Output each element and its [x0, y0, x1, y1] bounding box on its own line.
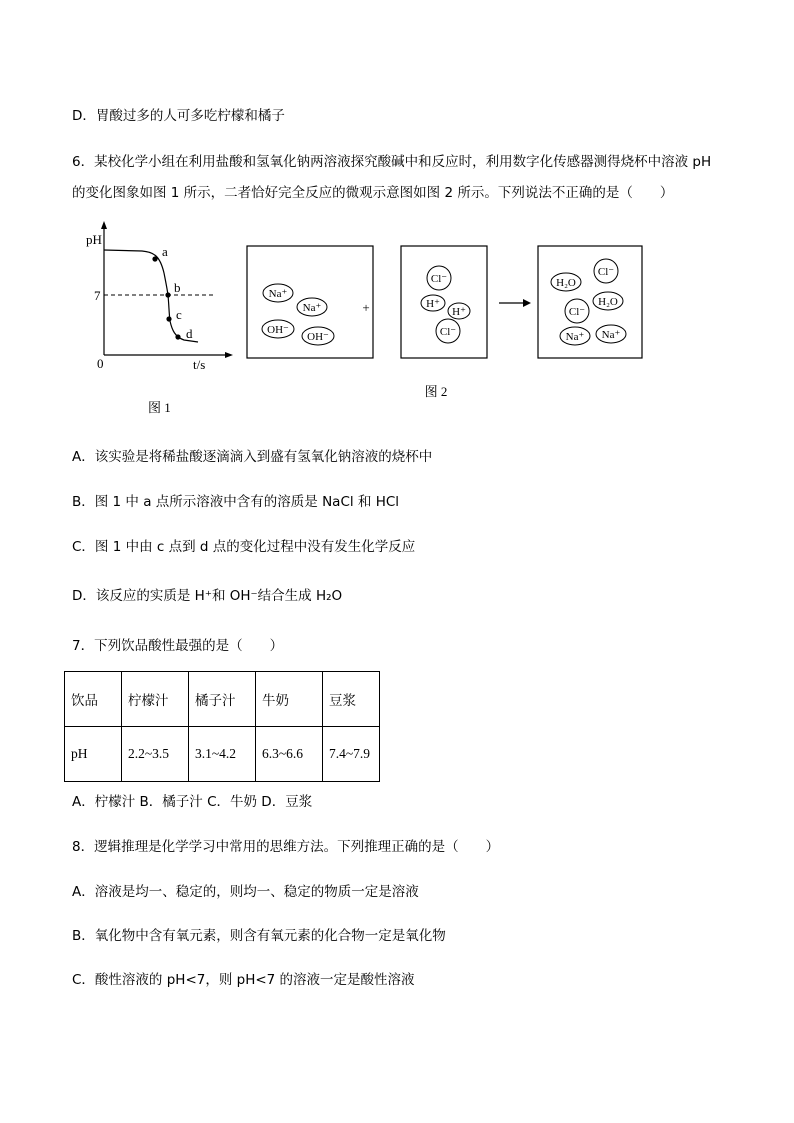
table-row — [65, 727, 380, 782]
svg-text:Na⁺: Na⁺ — [601, 329, 621, 341]
hcl-box — [401, 246, 487, 358]
svg-text:Cl⁻: Cl⁻ — [597, 266, 615, 278]
svg-text:Cl⁻: Cl⁻ — [568, 306, 586, 318]
svg-text:Na⁺: Na⁺ — [302, 302, 322, 314]
q5-option-d: D．胃酸过多的人可多吃柠檬和橘子 — [72, 108, 285, 124]
point-d-label: d — [186, 326, 193, 341]
q6-option-a: A．该实验是将稀盐酸逐滴滴入到盛有氢氧化钠溶液的烧杯中 — [72, 449, 433, 465]
q8-option-a: A．溶液是均一、稳定的，则均一、稳定的物质一定是溶液 — [72, 884, 419, 900]
table-cell: 3.1~4.2 — [189, 727, 256, 782]
point-b-label: b — [174, 280, 181, 295]
table-cell: pH — [65, 727, 122, 782]
y-axis-label: pH — [86, 232, 102, 247]
q8-stem: 8．逻辑推理是化学学习中常用的思维方法。下列推理正确的是（ ） — [72, 839, 500, 855]
figure-1-caption: 图 1 — [148, 400, 171, 415]
figure-1-ph-curve — [80, 218, 240, 423]
q7-stem: 7．下列饮品酸性最强的是（ ） — [72, 638, 284, 654]
y-tick-7: 7 — [94, 288, 101, 303]
svg-text:Cl⁻: Cl⁻ — [439, 326, 457, 338]
svg-text:OH⁻: OH⁻ — [307, 331, 329, 343]
q6-option-d: D．该反应的实质是 H⁺和 OH⁻结合生成 H₂O — [72, 588, 343, 604]
svg-text:H₂O: H₂O — [598, 296, 618, 308]
svg-text:Cl⁻: Cl⁻ — [430, 273, 448, 285]
q8-option-b: B．氧化物中含有氧元素，则含有氧元素的化合物一定是氧化物 — [72, 928, 446, 944]
q6-stem-line2: 的变化图象如图 1 所示，二者恰好完全反应的微观示意图如图 2 所示。下列说法不正确的是（ ） — [72, 185, 674, 201]
figure-2-caption: 图 2 — [424, 384, 448, 399]
drink-ph-table — [64, 671, 380, 782]
table-cell: 牛奶 — [256, 672, 323, 727]
q6-stem-line1: 6．某校化学小组在利用盐酸和氢氧化钠两溶液探究酸碱中和反应时，利用数字化传感器测得烧杯中溶液 pH — [72, 154, 712, 170]
q6-option-b: B．图 1 中 a 点所示溶液中含有的溶质是 NaCl 和 HCl — [72, 494, 400, 510]
svg-text:H⁺: H⁺ — [452, 306, 466, 318]
table-header-row — [65, 672, 380, 727]
table-cell: 2.2~3.5 — [122, 727, 189, 782]
point-a-label: a — [162, 244, 168, 259]
svg-text:Na⁺: Na⁺ — [268, 288, 288, 300]
q8-option-c: C．酸性溶液的 pH<7，则 pH<7 的溶液一定是酸性溶液 — [72, 972, 415, 988]
svg-text:H⁺: H⁺ — [426, 298, 440, 310]
table-cell: 6.3~6.6 — [256, 727, 323, 782]
table-cell: 橘子汁 — [189, 672, 256, 727]
q7-options: A．柠檬汁 B．橘子汁 C．牛奶 D．豆浆 — [72, 794, 313, 810]
origin-label: 0 — [97, 356, 104, 371]
svg-text:Na⁺: Na⁺ — [565, 331, 585, 343]
x-axis-label: t/s — [193, 357, 206, 372]
point-c-label: c — [176, 307, 182, 322]
svg-text:OH⁻: OH⁻ — [267, 324, 289, 336]
table-cell: 饮品 — [65, 672, 122, 727]
svg-text:H₂O: H₂O — [556, 277, 576, 289]
table-cell: 7.4~7.9 — [323, 727, 380, 782]
table-cell: 柠檬汁 — [122, 672, 189, 727]
table-cell: 豆浆 — [323, 672, 380, 727]
q6-option-c: C．图 1 中由 c 点到 d 点的变化过程中没有发生化学反应 — [72, 539, 416, 555]
figure-2-micro-diagram — [240, 240, 650, 405]
product-box — [538, 246, 642, 358]
plus-sign: + — [362, 300, 370, 315]
